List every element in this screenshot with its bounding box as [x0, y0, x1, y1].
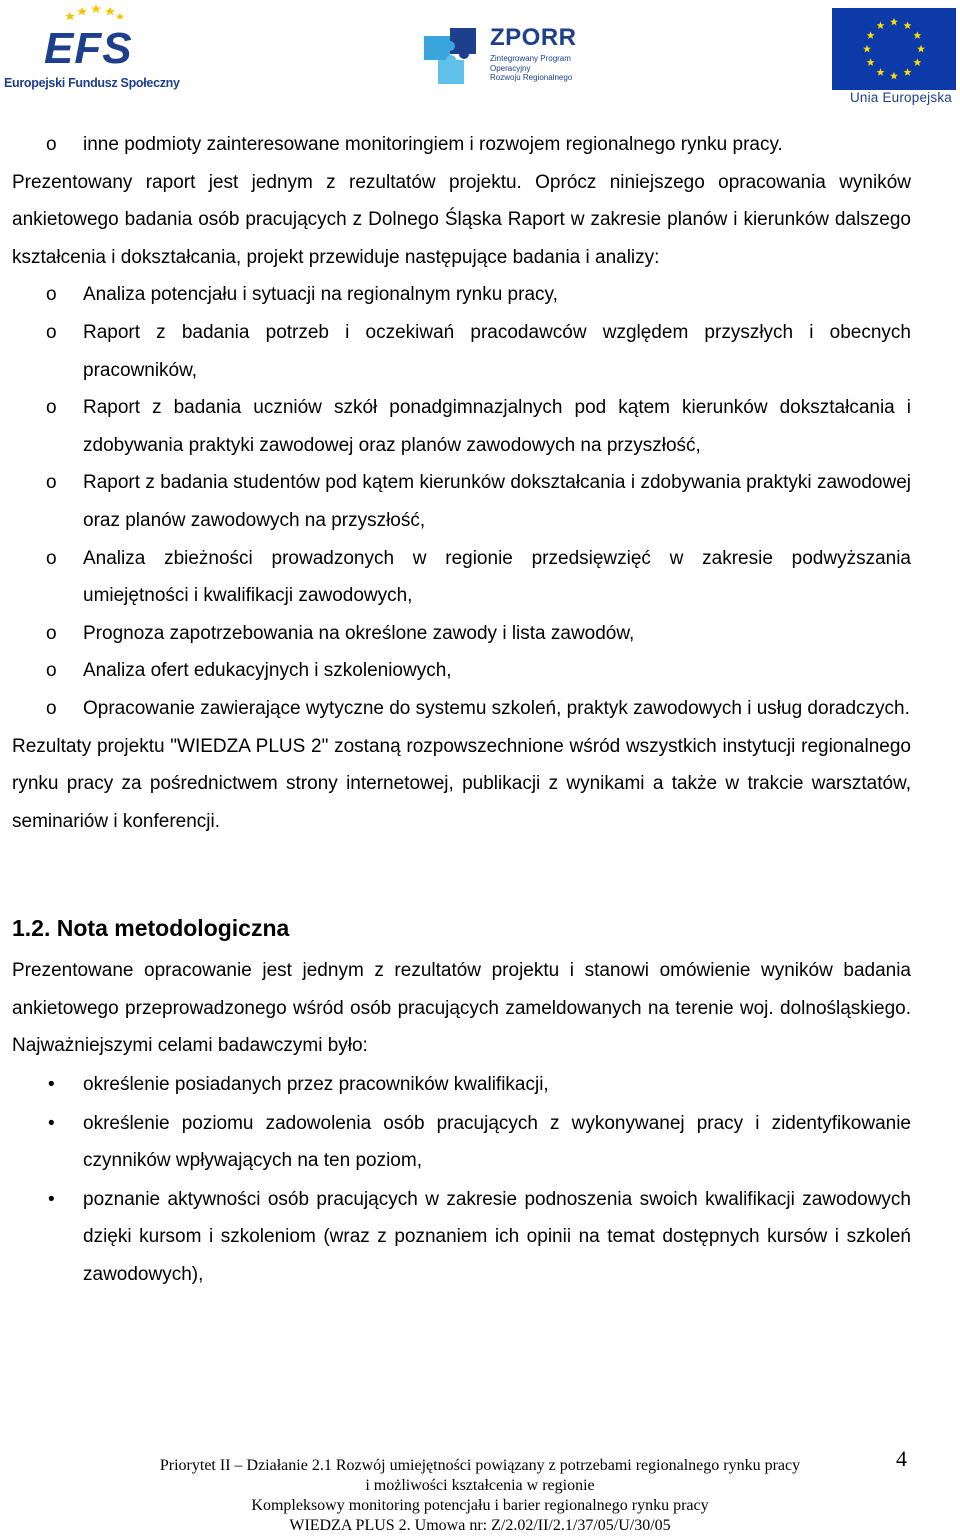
- list-item-text: określenie posiadanych przez pracowników kwalifikacji,: [83, 1074, 549, 1096]
- eu-star: [904, 21, 912, 29]
- list-item-text: Analiza ofert edukacyjnych i szkoleniowych,: [83, 660, 452, 682]
- efs-stars-icon: [64, 4, 124, 26]
- eu-star: [904, 68, 912, 76]
- zporr-mark: ZPORR: [490, 24, 577, 51]
- list-bullet: o: [46, 697, 57, 719]
- list-item: [12, 540, 911, 615]
- list-bullet: o: [46, 660, 57, 682]
- zporr-subtitle-line: Zintegrowany Program: [490, 54, 571, 63]
- list-item: [12, 615, 911, 653]
- eu-star: [877, 68, 885, 76]
- list-item: [12, 1105, 911, 1180]
- list-item-text: Opracowanie zawierające wytyczne do systemu szkoleń, praktyk zawodowych i usług doradczych.: [83, 697, 910, 719]
- eu-star: [913, 31, 921, 39]
- eu-star: [890, 18, 898, 26]
- footer-line: i możliwości kształcenia w regionie: [365, 1477, 595, 1494]
- list-bullet: •: [48, 1112, 55, 1134]
- list-item-text: Prognoza zapotrzebowania na określone zawody i lista zawodów,: [83, 622, 635, 644]
- list-item-text: poznanie aktywności osób pracujących w zakresie podnoszenia swoich kwalifikacji zawodowych dzięki kursom i szkoleniom (wraz z poznaniem ich opinii na temat dostępnych kursów i szkoleń zawodowych),: [83, 1188, 911, 1286]
- list-item: [12, 276, 911, 314]
- puzzle-icon: [420, 24, 482, 86]
- list-item: [12, 126, 911, 164]
- list-item-text: określenie poziomu zadowolenia osób pracujących z wykonywanej pracy i zidentyfikowanie czynników wpływających na ten poziom,: [83, 1112, 911, 1172]
- section-heading: 1.2. Nota metodologiczna: [12, 915, 290, 942]
- efs-logo: [4, 4, 180, 96]
- eu-star: [913, 58, 921, 66]
- list-item: [12, 690, 911, 728]
- zporr-subtitle-line: Operacyjny: [490, 63, 531, 73]
- efs-caption: Europejski Fundusz Społeczny: [4, 76, 180, 90]
- paragraph: Prezentowany raport jest jednym z rezultatów projektu. Oprócz niniejszego opracowania wyników ankietowego badania osób pracujących z Dolnego Śląska Raport w zakresie planów i kierunków dalszego kształcenia i dokształcania, projekt przewiduje następujące badania i analizy:: [12, 171, 911, 268]
- page-number: 4: [896, 1446, 907, 1471]
- list-bullet: o: [46, 547, 57, 569]
- footer-line: WIEDZA PLUS 2. Umowa nr: Z/2.02/II/2.1/37/05/U/30/05: [289, 1517, 671, 1534]
- eu-star: [867, 58, 875, 66]
- eu-star: [877, 21, 885, 29]
- list-item-text: inne podmioty zainteresowane monitoringiem i rozwojem regionalnego rynku pracy.: [83, 134, 783, 155]
- page-header: [0, 0, 960, 110]
- footer-line: Kompleksowy monitoring potencjału i barier regionalnego rynku pracy: [251, 1497, 709, 1514]
- list-item: [12, 389, 911, 464]
- eu-star: [917, 45, 925, 53]
- paragraph: Prezentowane opracowanie jest jednym z rezultatów projektu i stanowi omówienie wyników badania ankietowego przeprowadzonego wśród osób pracujących zameldowanych na terenie woj. dolnośląskiego. Najważniejszymi celami badawczymi było:: [12, 960, 911, 1057]
- list-item: [12, 314, 911, 389]
- list-item-text: Raport z badania studentów pod kątem kierunków dokształcania i zdobywania praktyki zawodowej oraz planów zawodowych na przyszłość,: [83, 472, 911, 531]
- list-bullet: o: [46, 472, 57, 494]
- eu-star: [890, 72, 898, 80]
- zporr-subtitle: [490, 54, 572, 83]
- eu-stars-icon: [832, 8, 956, 90]
- eu-caption: Unia Europejska: [849, 90, 952, 105]
- eu-logo: [832, 8, 956, 106]
- goals-list: [12, 1066, 911, 1294]
- list-item-text: Analiza zbieżności prowadzonych w regionie przedsięwzięć w zakresie podwyższania umiejętności i kwalifikacji zawodowych,: [83, 547, 911, 607]
- document-body: [12, 126, 911, 1294]
- list-bullet: •: [48, 1188, 55, 1210]
- list-item: [12, 652, 911, 690]
- list-item-text: Raport z badania uczniów szkół ponadgimnazjalnych pod kątem kierunków dokształcania i zdobywania praktyki zawodowej oraz planów zawodowych na przyszłość,: [83, 397, 911, 456]
- zporr-logo: [420, 20, 590, 92]
- list-bullet: •: [48, 1074, 55, 1096]
- list-bullet: o: [46, 397, 57, 419]
- footer-line: Priorytet II – Działanie 2.1 Rozwój umiejętności powiązany z potrzebami regionalnego rynku pracy: [159, 1457, 801, 1474]
- list-item: [12, 1066, 911, 1104]
- list-item: [12, 1181, 911, 1294]
- list-bullet: o: [46, 321, 57, 343]
- list-bullet: o: [46, 134, 57, 155]
- list-item-text: Raport z badania potrzeb i oczekiwań pracodawców względem przyszłych i obecnych pracowników,: [83, 321, 911, 381]
- efs-mark: EFS: [44, 24, 133, 73]
- zporr-subtitle-line: Rozwoju Regionalnego: [490, 73, 573, 82]
- eu-star: [863, 45, 871, 53]
- list-bullet: o: [46, 622, 57, 644]
- intro-list: [12, 126, 911, 164]
- page-footer: [0, 1456, 960, 1536]
- list-bullet: o: [46, 284, 57, 306]
- list-item-text: Analiza potencjału i sytuacji na regionalnym rynku pracy,: [83, 284, 558, 306]
- eu-flag: [832, 8, 956, 90]
- eu-star: [867, 31, 875, 39]
- list-item: [12, 464, 911, 539]
- analyses-list: [12, 276, 911, 727]
- paragraph: Rezultaty projektu "WIEDZA PLUS 2" zostaną rozpowszechnione wśród wszystkich instytucji regionalnego rynku pracy za pośrednictwem strony internetowej, publikacji z wynikami a także w trakcie warsztatów, seminariów i konferencji.: [12, 735, 911, 832]
